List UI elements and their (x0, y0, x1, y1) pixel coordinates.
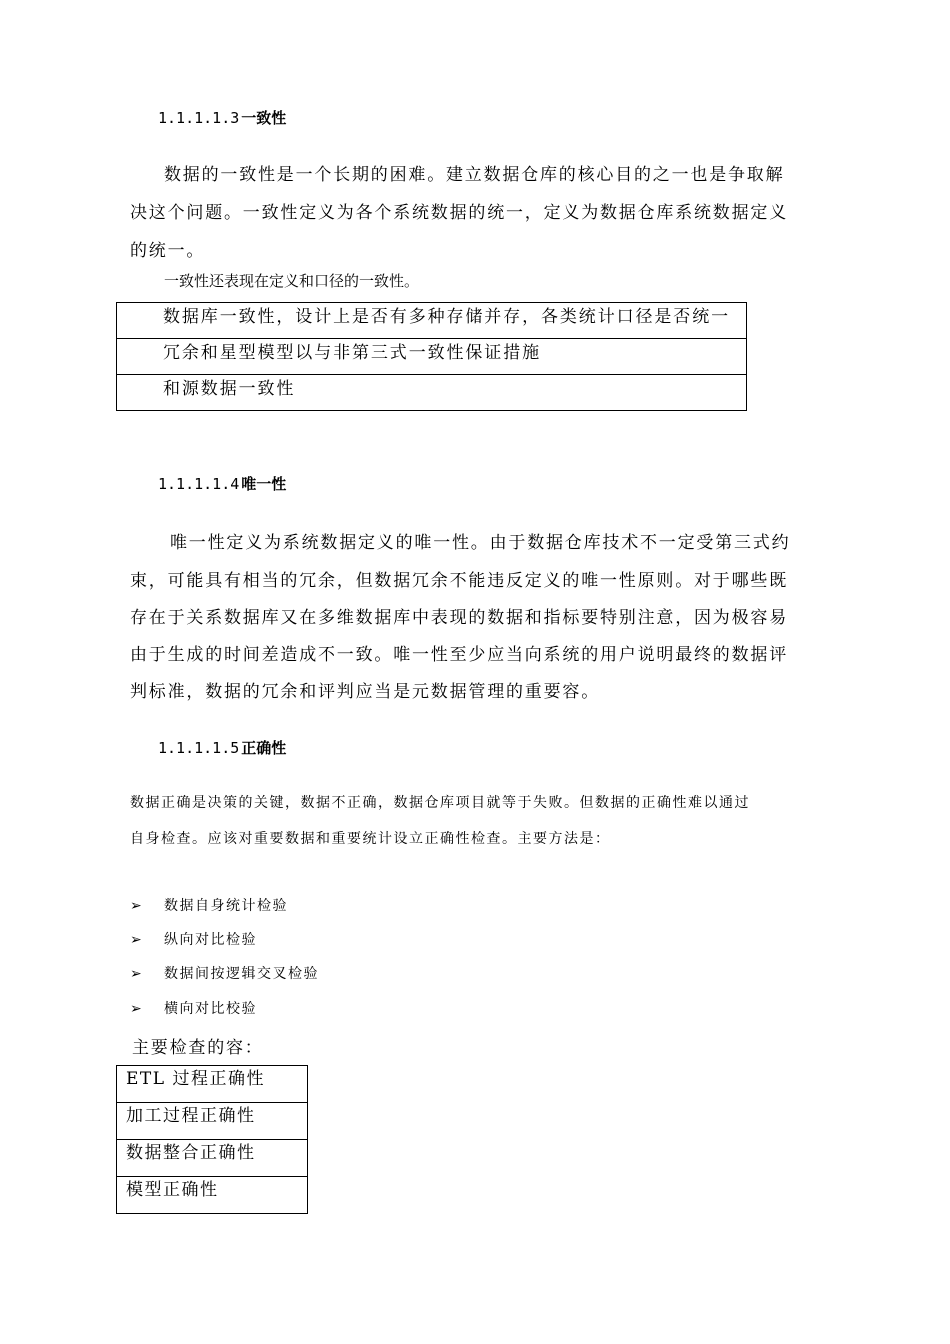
table-cell: ETL 过程正确性 (117, 1066, 308, 1103)
table-row (117, 1177, 308, 1214)
table-row (117, 1140, 308, 1177)
table-cell: 冗余和星型模型以与非第三式一致性保证措施 (117, 339, 747, 375)
paragraph-line: 唯一性定义为系统数据定义的唯一性。由于数据仓库技术不一定受第三式约 (170, 533, 791, 553)
table-cell: 数据整合正确性 (117, 1140, 308, 1177)
paragraph-line: 判标准，数据的冗余和评判应当是元数据管理的重要容。 (130, 682, 600, 702)
paragraph-line: 数据正确是决策的关键，数据不正确，数据仓库项目就等于失败。但数据的正确性难以通过 (130, 795, 750, 811)
table-row (117, 1103, 308, 1140)
paragraph-line: 自身检查。应该对重要数据和重要统计设立正确性检查。主要方法是： (130, 831, 611, 847)
bullet-item (130, 963, 319, 982)
heading-number: 1.1.1.1.3 (158, 109, 240, 127)
table-cell: 和源数据一致性 (117, 375, 747, 411)
table-row (117, 303, 747, 339)
arrow-bullet-icon: ➢ (130, 966, 142, 982)
paragraph-line: 决这个问题。一致性定义为各个系统数据的统一，定义为数据仓库系统数据定义 (130, 203, 788, 223)
bullet-item (130, 998, 257, 1017)
arrow-bullet-icon: ➢ (130, 932, 142, 948)
heading-title: 一致性 (241, 109, 287, 127)
table-cell: 模型正确性 (117, 1177, 308, 1214)
heading-number: 1.1.1.1.5 (158, 739, 240, 757)
paragraph-line: 数据的一致性是一个长期的困难。建立数据仓库的核心目的之一也是争取解 (164, 165, 785, 185)
bullet-text: 数据自身统计检验 (164, 898, 288, 914)
bullet-text: 数据间按逻辑交叉检验 (164, 966, 319, 982)
section-heading-correctness (158, 737, 286, 758)
consistency-table (116, 302, 747, 411)
paragraph-line: 的统一。 (130, 241, 206, 261)
heading-number: 1.1.1.1.4 (158, 475, 240, 493)
arrow-bullet-icon: ➢ (130, 898, 142, 914)
bullet-text: 纵向对比检验 (164, 932, 257, 948)
check-label: 主要检查的容： (132, 1038, 264, 1058)
bullet-item (130, 895, 288, 914)
table-row (117, 375, 747, 411)
bullet-text: 横向对比校验 (164, 1001, 257, 1017)
table-row (117, 1066, 308, 1103)
arrow-bullet-icon: ➢ (130, 1001, 142, 1017)
paragraph-line: 由于生成的时间差造成不一致。唯一性至少应当向系统的用户说明最终的数据评 (130, 645, 788, 665)
bullet-item (130, 929, 257, 948)
section-heading-uniqueness (158, 473, 286, 494)
consistency-note: 一致性还表现在定义和口径的一致性。 (164, 272, 420, 290)
heading-title: 唯一性 (241, 475, 287, 493)
paragraph-line: 存在于关系数据库又在多维数据库中表现的数据和指标要特别注意，因为极容易 (130, 608, 788, 628)
table-cell: 数据库一致性，设计上是否有多种存储并存，各类统计口径是否统一 (117, 303, 747, 339)
section-heading-consistency (158, 107, 286, 128)
table-cell: 加工过程正确性 (117, 1103, 308, 1140)
paragraph-line: 束，可能具有相当的冗余，但数据冗余不能违反定义的唯一性原则。对于哪些既 (130, 571, 788, 591)
table-row (117, 339, 747, 375)
heading-title: 正确性 (241, 739, 287, 757)
check-table (116, 1065, 308, 1214)
